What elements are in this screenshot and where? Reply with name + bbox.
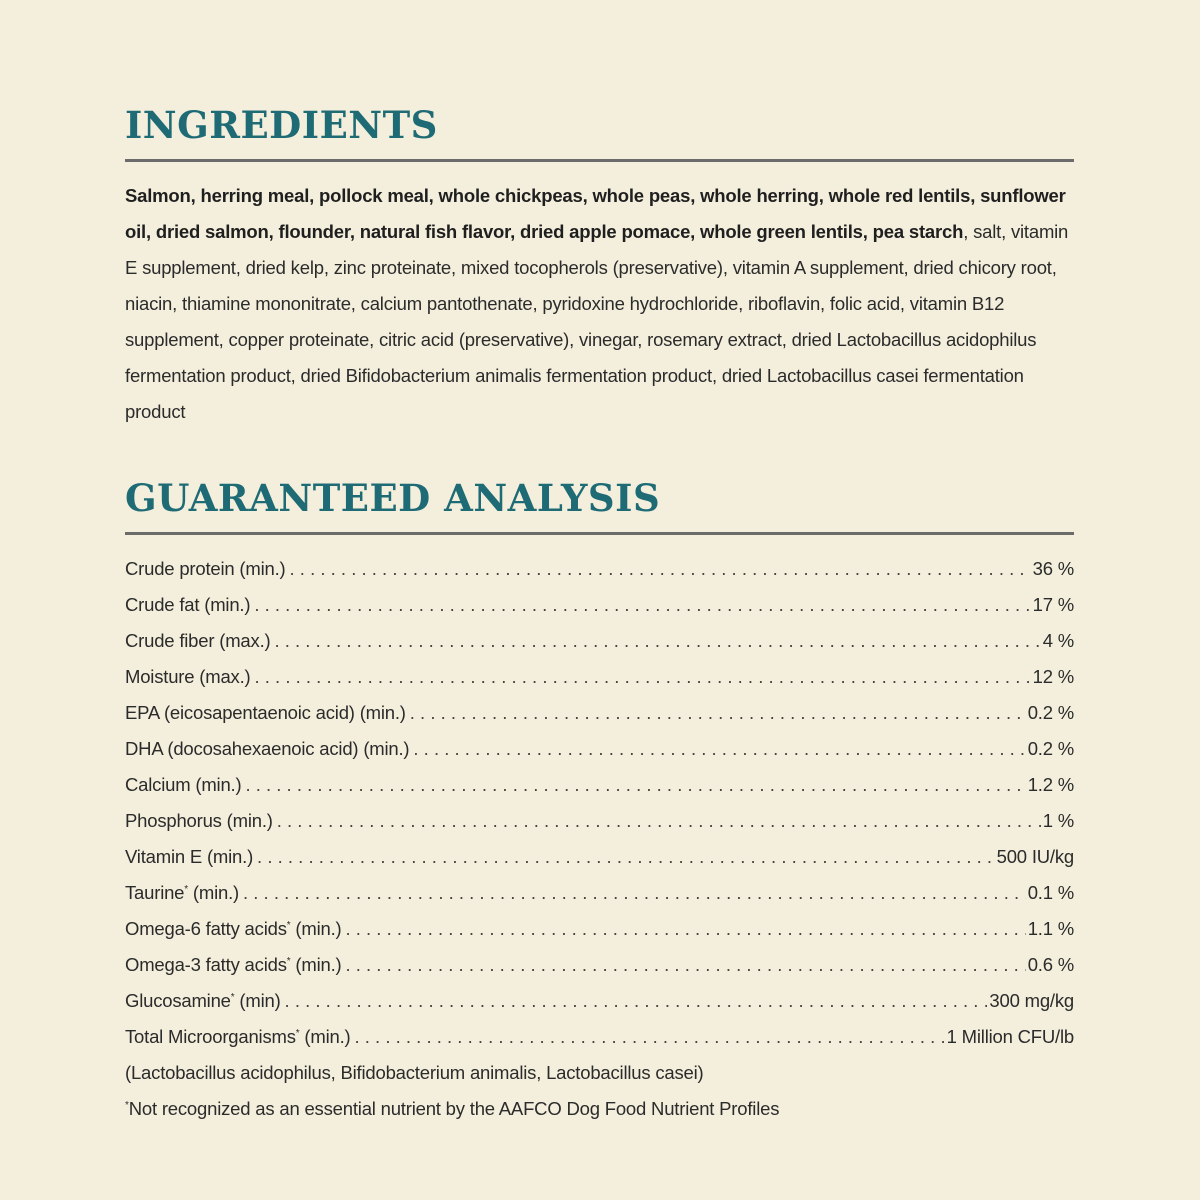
analysis-row	[125, 911, 1074, 947]
dot-leader	[355, 1019, 945, 1055]
analysis-row	[125, 659, 1074, 695]
nutrient-value: 12 %	[1032, 666, 1074, 687]
nutrient-value: 0.1 %	[1027, 882, 1074, 903]
analysis-row	[125, 731, 1074, 767]
ingredients-title: INGREDIENTS	[125, 103, 438, 147]
footnote	[125, 1091, 1074, 1127]
analysis-row	[125, 1019, 1074, 1055]
analysis-divider	[125, 532, 1074, 535]
analysis-row	[125, 551, 1074, 587]
nutrient-label: Phosphorus (min.)	[125, 810, 273, 831]
nutrient-label: Omega-3 fatty acids* (min.)	[125, 954, 342, 975]
nutrient-label: DHA (docosahexaenoic acid) (min.)	[125, 738, 410, 759]
dot-leader	[245, 767, 1025, 803]
dot-leader	[243, 875, 1026, 911]
organisms-note: (Lactobacillus acidophilus, Bifidobacterium animalis, Lactobacillus casei)	[125, 1062, 704, 1083]
ingredients-primary: Salmon, herring meal, pollock meal, whole chickpeas, whole peas, whole herring, whole red lentils, sunflower oil, dried salmon, flounder, natural fish flavor, dried apple pomace, whole green lentils, pea starch	[125, 185, 1066, 242]
nutrient-value: 4 %	[1042, 630, 1074, 651]
nutrient-value: 17 %	[1032, 594, 1074, 615]
dot-leader	[255, 659, 1031, 695]
analysis-row	[125, 695, 1074, 731]
nutrient-value: 0.2 %	[1027, 702, 1074, 723]
dot-leader	[285, 983, 988, 1019]
nutrient-label: Total Microorganisms* (min.)	[125, 1026, 351, 1047]
ingredients-text	[125, 178, 1074, 430]
dot-leader	[410, 695, 1026, 731]
analysis-row	[125, 587, 1074, 623]
dot-leader	[274, 623, 1040, 659]
nutrient-value: 1.2 %	[1027, 774, 1074, 795]
nutrient-value: 1.1 %	[1027, 918, 1074, 939]
nutrient-label: Vitamin E (min.)	[125, 846, 254, 867]
dot-leader	[277, 803, 1041, 839]
nutrient-label: Crude protein (min.)	[125, 558, 286, 579]
dot-leader	[254, 587, 1030, 623]
nutrient-label: Taurine* (min.)	[125, 882, 239, 903]
analysis-row	[125, 803, 1074, 839]
dot-leader	[345, 947, 1025, 983]
ingredients-secondary: , salt, vitamin E supplement, dried kelp, zinc proteinate, mixed tocopherols (preservative), vitamin A supplement, dried chicory root, niacin, thiamine mononitrate, calcium pantothenate, pyridoxine hydrochloride, riboflavin, folic acid, vitamin B12 supplement, copper proteinate, citric acid (preservative), vinegar, rosemary extract, dried Lactobacillus acidophilus fermentation product, dried Bifidobacterium animalis fermentation product, dried Lactobacillus casei fermentation product	[125, 221, 1069, 422]
analysis-title: GUARANTEED ANALYSIS	[125, 476, 661, 520]
nutrient-label: Omega-6 fatty acids* (min.)	[125, 918, 342, 939]
analysis-row	[125, 947, 1074, 983]
analysis-row	[125, 767, 1074, 803]
nutrient-label: Crude fat (min.)	[125, 594, 251, 615]
nutrient-label: Glucosamine* (min)	[125, 990, 281, 1011]
nutrient-value: 300 mg/kg	[989, 990, 1074, 1011]
ingredients-divider	[125, 159, 1074, 162]
analysis-table	[125, 551, 1074, 1055]
nutrient-value: 1 %	[1042, 810, 1074, 831]
dot-leader	[257, 839, 995, 875]
analysis-row	[125, 839, 1074, 875]
footnote-mark: *	[125, 1099, 129, 1111]
footnote-text: Not recognized as an essential nutrient by the AAFCO Dog Food Nutrient Profiles	[128, 1098, 780, 1119]
analysis-row	[125, 875, 1074, 911]
nutrient-label: EPA (eicosapentaenoic acid) (min.)	[125, 702, 406, 723]
nutrient-label: Moisture (max.)	[125, 666, 251, 687]
analysis-row	[125, 983, 1074, 1019]
dot-leader	[290, 551, 1031, 587]
analysis-row	[125, 623, 1074, 659]
nutrient-value: 1 Million CFU/lb	[946, 1026, 1074, 1047]
nutrient-value: 500 IU/kg	[996, 846, 1074, 867]
nutrient-label: Calcium (min.)	[125, 774, 242, 795]
nutrient-value: 0.2 %	[1027, 738, 1074, 759]
dot-leader	[413, 731, 1025, 767]
analysis-header	[125, 473, 1074, 523]
nutrient-value: 36 %	[1032, 558, 1074, 579]
dot-leader	[345, 911, 1025, 947]
nutrient-label: Crude fiber (max.)	[125, 630, 271, 651]
nutrient-value: 0.6 %	[1027, 954, 1074, 975]
